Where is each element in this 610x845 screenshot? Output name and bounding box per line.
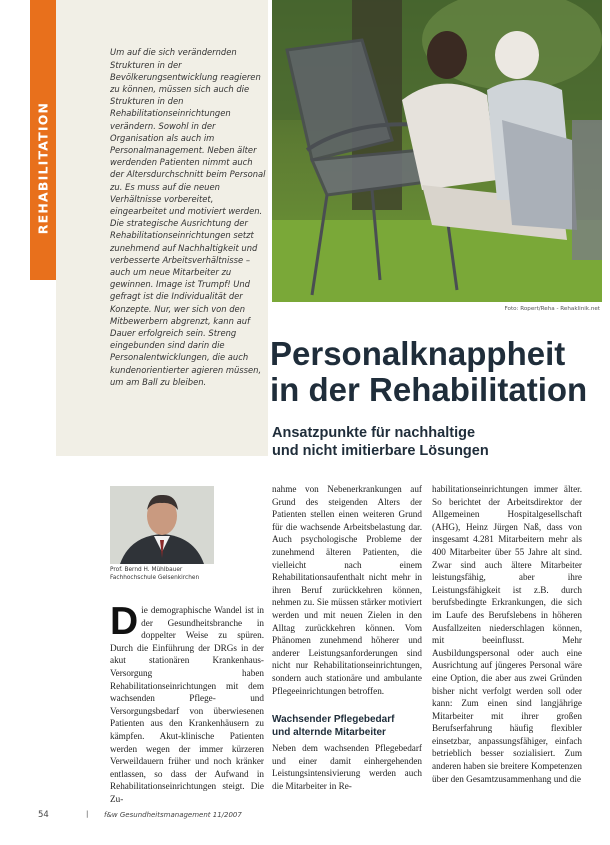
subheading-line-1: Wachsender Pflegebedarf: [272, 714, 395, 725]
subtitle-line-2: und nicht imitierbare Lösungen: [272, 443, 489, 459]
footer-separator: |: [86, 810, 89, 818]
drop-cap: D: [110, 600, 139, 643]
author-caption: [110, 567, 260, 582]
page-number: 54: [38, 810, 49, 820]
subtitle-line-1: Ansatzpunkte für nachhaltige: [272, 425, 476, 441]
intro-text: Um auf die sich verändernden Strukturen in der Bevölkerungsentwicklung reagieren zu können, müssen sich auch die Strukturen in den Rehabilitationseinrichtungen verändern. Sowohl in der Organisation als auch im Personalmanagement. Neben älter werdenden Patienten nimmt auch der Altersdurchschnitt beim Personal zu. Es muss auf die neuen Verhältnisse vorbereitet, eingearbeitet und motiviert werden. Die strategische Ausrichtung der Rehabilitationseinrichtungen setzt zunehmend auf Nachhaltigkeit und verbesserte Arbeitsverhältnisse – auch um neue Mitarbeiter zu gewinnen. Image ist Trumpf! Und gefragt ist die Individualität der Konzepte. Nur, wer sich von den Mitbewerbern abgrenzt, kann auf Dauer erfolgreich sein. Streng eingebunden sind darin die Personalentwicklungen, die auch kundenorientierter agieren müssen, um am Ball zu bleiben.: [110, 47, 266, 387]
photo-credit: Foto: Ropert/Reha - Rehaklinik.net: [504, 306, 600, 312]
magazine-name: f&w Gesundheitsmanagement 11/2007: [104, 811, 242, 819]
body-column-2-continued: Neben dem wachsenden Pflegebedarf und einer damit einhergehenden Leistungsintensivierung werden auch die Mitarbeiter in Re-: [272, 743, 422, 791]
body-column-1: [110, 600, 264, 806]
body-column-2: nahme von Nebenerkrankungen auf Grund des steigenden Alters der Patienten stellen einen weiteren Grund für die wachsende Arbeitsbelastung dar. Auch psychologische Probleme der zunehmend älteren Patienten, die vielleicht nach einem Rehabilitationsaufenthalt nicht mehr in ihren Beruf zurückkehren können, nehmen zu. Sie müssen stärker motiviert werden und mit neuen Zielen in den Alltag zurückkehren können. Vom Phänomen zunehmend höherer und anderer Leistungsanforderungen sind nicht nur Rehabilitationseinrichtungen, sondern auch stationäre und ambulante Pflegeeinrichtungen betroffen.: [272, 484, 422, 696]
section-tab-label: REHABILITATION: [35, 101, 51, 235]
title-line-1: Personalknappheit: [270, 335, 566, 372]
title-line-2: in der Rehabilitation: [270, 371, 588, 408]
body-column-3: habilitationseinrichtungen immer älter. So berichtet der Arbeitsdirektor der Allgemeinen Hospitalgesellschaft (AHG), Heinz Jürgen Naß, dass von insgesamt 4.281 Mitarbeitern mehr als 400 Mitarbeiter über 55 Jahre alt sind. Zwar sind auch ältere Mitarbeiter leistungsfähig, aber ihre Leistungsfähigkeit ist z.B. durch berufsbedingte Erkrankungen, die sich im Laufe des Berufslebens in höheren Ausfallzeiten niederschlagen können, mit beeinflusst. Mehr Ausbildungspersonal oder auch eine Ausrichtung auf jüngeres Personal wäre eine Option, die aber aus zwei Gründen bisher nicht verfolgt werden soll oder kann: Zum einen sind langjährige Mitarbeiter mit ihrer großen Berufserfahrung häufig flexibler einsetzbar, anpassungsfähiger, einfach betrieblich besser sozialisiert. Zum anderen haben sie breitere Kompetenzen über den Gesamtzusammenhang und die: [432, 484, 582, 784]
section-subheading: [272, 714, 422, 739]
header-photo: [272, 0, 602, 302]
author-name: Prof. Bernd H. Mühlbauer: [110, 567, 183, 573]
article-subtitle: [272, 424, 602, 460]
author-photo: [110, 486, 214, 564]
author-portrait: [110, 486, 214, 564]
section-tab: [30, 0, 56, 280]
subheading-line-2: und alternde Mitarbeiter: [272, 726, 386, 738]
photo-seniors-in-garden: [272, 0, 602, 302]
article-title: [270, 336, 605, 408]
author-affiliation: Fachhochschule Gelsenkirchen: [110, 574, 200, 581]
body-column-1-text: ie demographische Wandel ist in der Gesundheitsbranche in doppelter Weise zu spüren. Durch die Einführung der DRGs in der akut stationären Krankenhaus-Versorgung haben Rehabilitationseinrichtungen mit dem wachsenden Pflege- und Versorgungsbedarf von überwiesenen Patienten aus den Krankenhäusern zu kämpfen. Akut-klinische Patienten werden wegen der immer kürzeren Verweildauern früher und noch kränker entlassen, so dass der Aufwand in Rehabilitationseinrichtungen steigt. Die Zu-: [110, 605, 264, 804]
